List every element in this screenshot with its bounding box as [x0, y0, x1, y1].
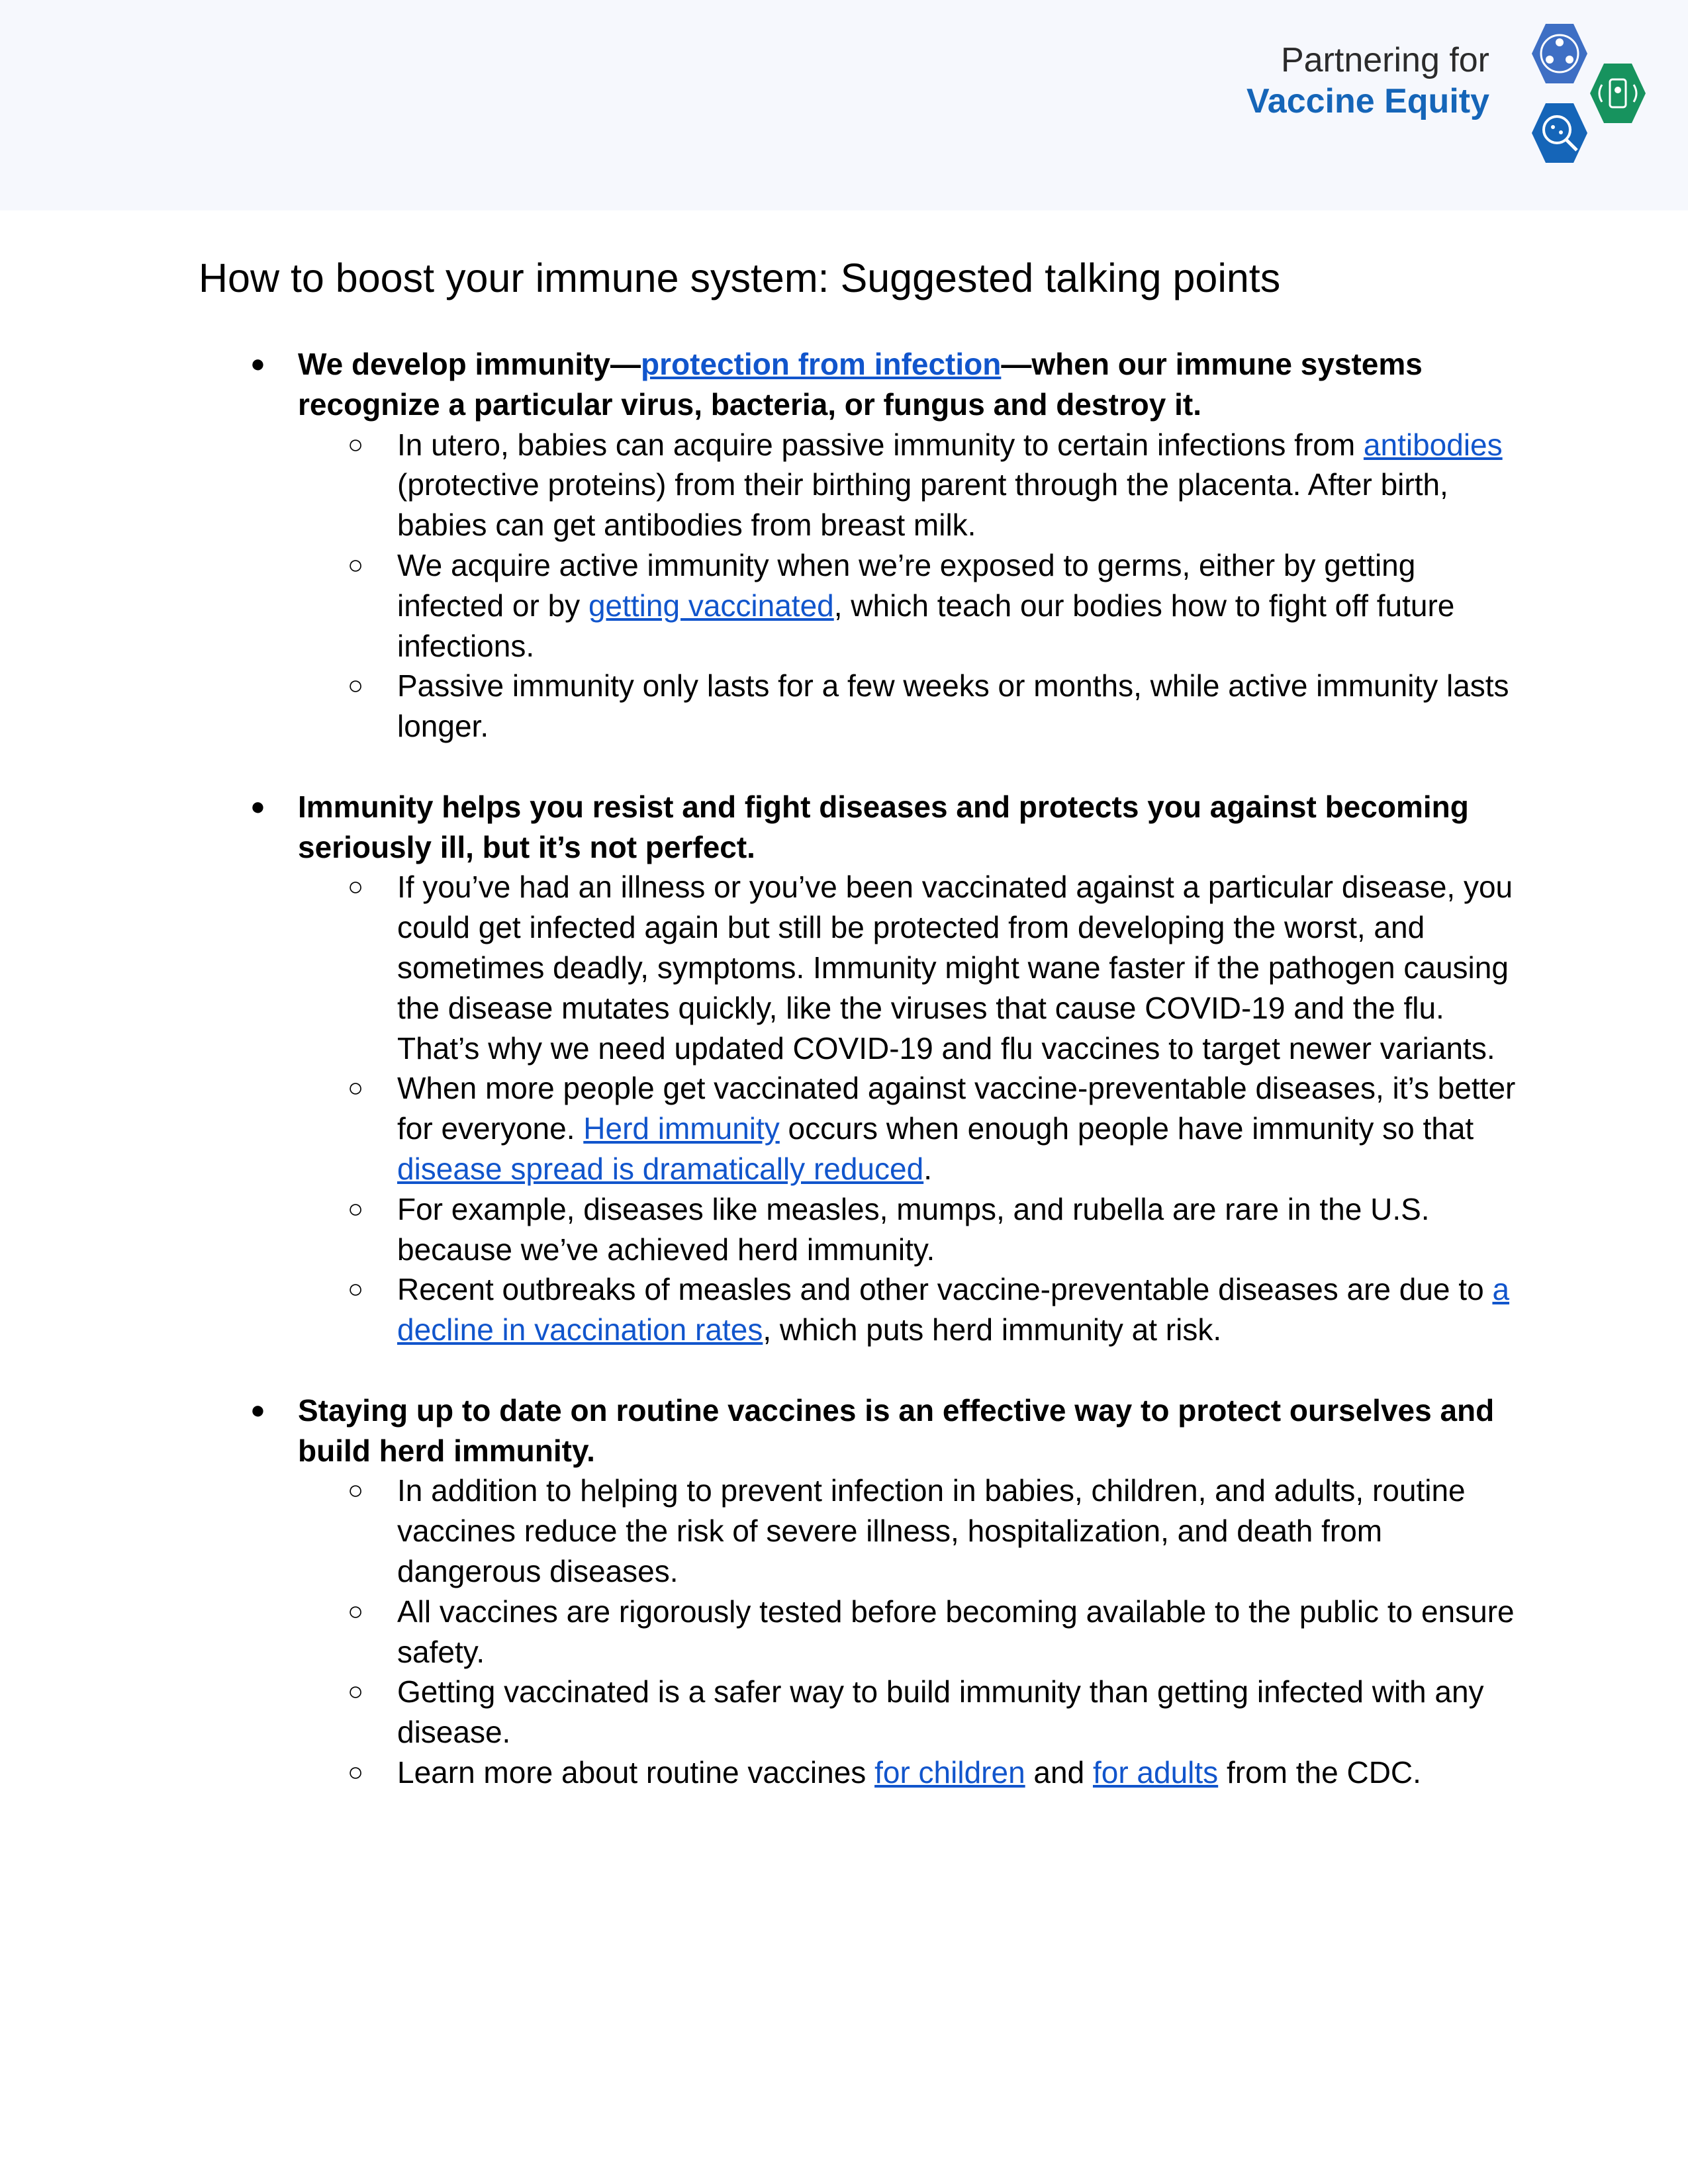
circle-bullet-icon: ○: [348, 1194, 364, 1224]
decline-in-vaccination-rates-link[interactable]: a decline in vaccination rates: [397, 1272, 1510, 1347]
item-text: In addition to helping to prevent infection in babies, children, and adults, routine vaccines reduce the risk of severe illness, hospitalization, and death from dangerous diseases.: [397, 1473, 1466, 1588]
list-item: [232, 666, 1523, 747]
logo-line-2: Vaccine Equity: [1246, 82, 1489, 120]
item-text: Learn more about routine vaccines: [397, 1754, 875, 1790]
item-text: Recent outbreaks of measles and other vaccine-preventable diseases are due to: [397, 1272, 1493, 1307]
logo-line-1: Partnering for: [1280, 41, 1489, 79]
list-item: [232, 1752, 1523, 1793]
list-item: [232, 1068, 1523, 1189]
item-text: and: [1025, 1754, 1093, 1790]
logo-hexagons-icon: [1489, 20, 1655, 179]
heading-text: —when our immune systems recognize a particular virus, bacteria, or fungus and destroy it.: [298, 347, 1423, 422]
item-text: (protective proteins) from their birthing parent through the placenta. After birth, babies can get antibodies from breast milk.: [397, 467, 1448, 543]
circle-bullet-icon: ○: [348, 1275, 364, 1304]
antibodies-link[interactable]: antibodies: [1363, 427, 1503, 462]
item-text: We acquire active immunity when we’re exposed to germs, either by getting infected or by: [397, 547, 1416, 623]
section-heading: [232, 787, 1523, 868]
getting-vaccinated-link[interactable]: getting vaccinated: [588, 588, 834, 623]
item-text: For example, diseases like measles, mumps, and rubella are rare in the U.S. because we’ve achieved herd immunity.: [397, 1191, 1430, 1267]
list-item: [232, 545, 1523, 666]
bullet-icon: ●: [250, 350, 265, 378]
item-text: .: [923, 1151, 932, 1186]
item-text: Passive immunity only lasts for a few weeks or months, while active immunity lasts longer.: [397, 668, 1509, 744]
list-item: [232, 1189, 1523, 1270]
list-item: [232, 425, 1523, 545]
circle-bullet-icon: ○: [348, 1476, 364, 1506]
circle-bullet-icon: ○: [348, 550, 364, 580]
heading-text: Immunity helps you resist and fight diseases and protects you against becoming seriously ill, but it’s not perfect.: [298, 789, 1469, 864]
item-text: , which teach our bodies how to fight off future infections.: [397, 588, 1455, 663]
heading-text: Staying up to date on routine vaccines is an effective way to protect ourselves and build herd immunity.: [298, 1392, 1495, 1468]
item-text: When more people get vaccinated against vaccine-preventable diseases, it’s better for everyone.: [397, 1071, 1516, 1146]
circle-bullet-icon: ○: [348, 1073, 364, 1103]
for-adults-link[interactable]: for adults: [1092, 1754, 1219, 1790]
partnering-for-vaccine-equity-logo: [0, 0, 1688, 210]
circle-bullet-icon: ○: [348, 872, 364, 902]
talking-points: [232, 344, 1523, 1833]
circle-bullet-icon: ○: [348, 1677, 364, 1707]
circle-bullet-icon: ○: [348, 430, 364, 459]
bullet-icon: ●: [250, 1396, 265, 1424]
section-immunity-not-perfect: [232, 787, 1523, 1350]
herd-immunity-link[interactable]: Herd immunity: [583, 1111, 780, 1146]
section-routine-vaccines: [232, 1390, 1523, 1793]
disease-spread-link[interactable]: disease spread is dramatically reduced: [397, 1151, 924, 1186]
heading-text: We develop immunity—: [298, 347, 641, 381]
item-text: All vaccines are rigorously tested before becoming available to the public to ensure safety.: [397, 1594, 1515, 1669]
list-item: [232, 1672, 1523, 1752]
for-children-link[interactable]: for children: [874, 1754, 1025, 1790]
section-heading: [232, 1390, 1523, 1471]
list-item: [232, 867, 1523, 1068]
page-title: How to boost your immune system: Suggested talking points: [199, 255, 1281, 300]
list-item: [232, 1269, 1523, 1350]
logo-text: [1246, 40, 1489, 122]
bullet-icon: ●: [250, 792, 265, 821]
circle-bullet-icon: ○: [348, 1596, 364, 1626]
protection-from-infection-link[interactable]: protection from infection: [641, 347, 1002, 381]
section-immunity: [232, 344, 1523, 747]
list-item: [232, 1592, 1523, 1672]
item-text: occurs when enough people have immunity so that: [779, 1111, 1474, 1146]
item-text: Getting vaccinated is a safer way to build immunity than getting infected with any disease.: [397, 1674, 1484, 1750]
item-text: , which puts herd immunity at risk.: [763, 1312, 1222, 1347]
section-heading: [232, 344, 1523, 425]
item-text: from the CDC.: [1218, 1754, 1421, 1790]
circle-bullet-icon: ○: [348, 671, 364, 701]
circle-bullet-icon: ○: [348, 1757, 364, 1787]
item-text: In utero, babies can acquire passive immunity to certain infections from: [397, 427, 1364, 462]
item-text: If you’ve had an illness or you’ve been vaccinated against a particular disease, you could get infected again but still be protected from developing the worst, and sometimes deadly, symptoms. Immunity might wane faster if the pathogen causing the disease mutates quickly, like the viruses that cause COVID-19 and the flu. That’s why we need updated COVID-19 and flu vaccines to target newer variants.: [397, 870, 1513, 1066]
list-item: [232, 1471, 1523, 1591]
